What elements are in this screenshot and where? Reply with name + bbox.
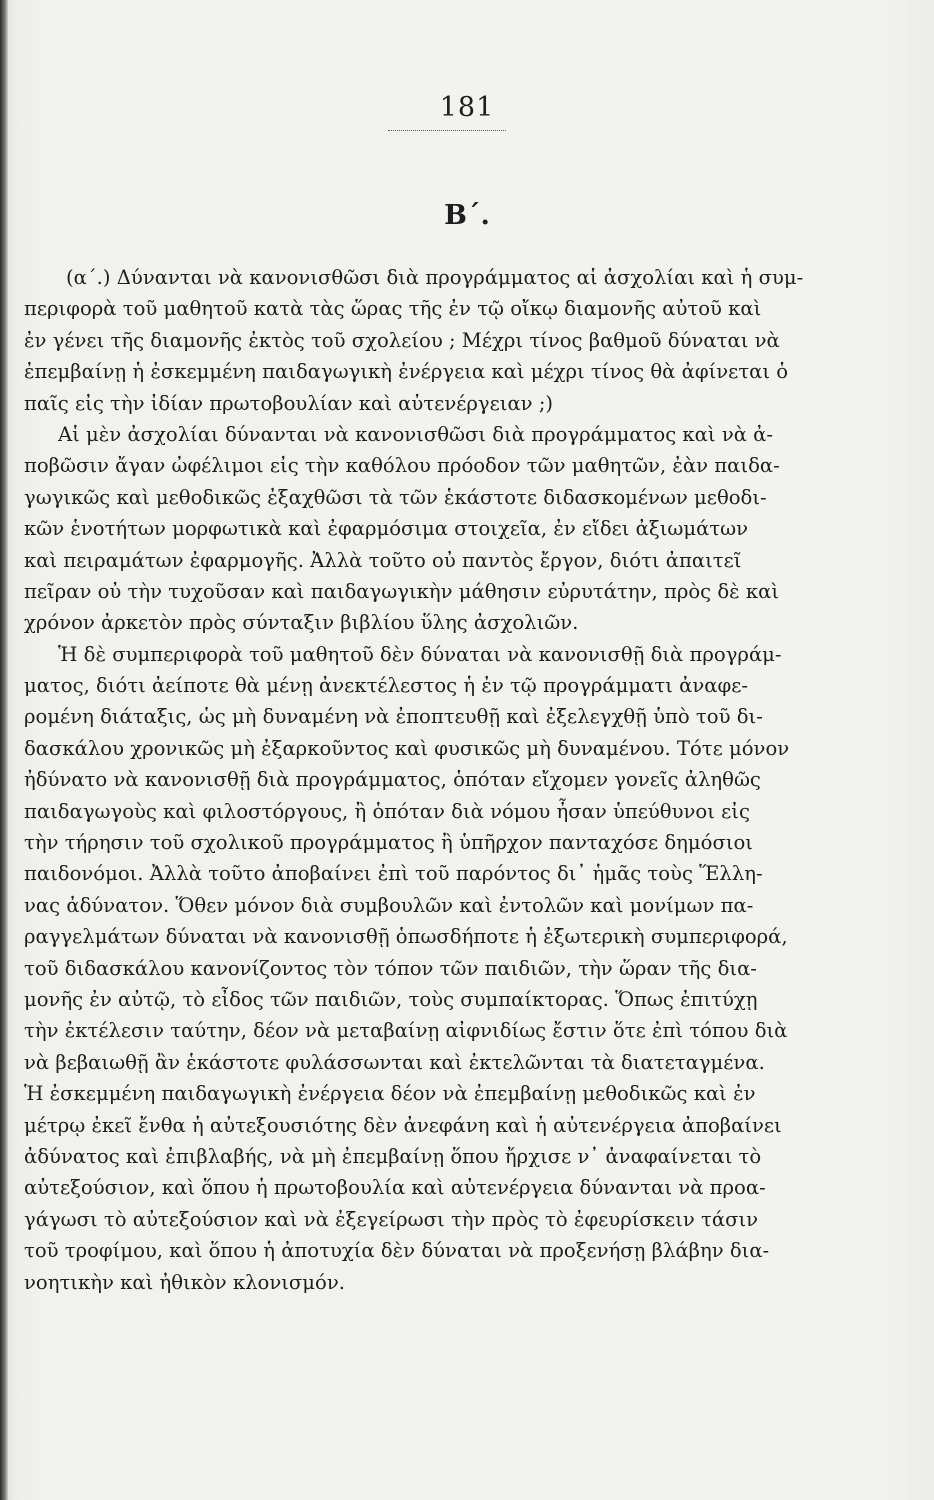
text-line: ραγγελμάτων δύναται νὰ κανονισθῇ ὁπωσδήποτε ἡ ἐξωτερικὴ συμπεριφορά, xyxy=(24,925,788,949)
paragraph xyxy=(24,639,844,1298)
text-line: Αἱ μὲν ἀσχολίαι δύνανται νὰ κανονισθῶσι διὰ προγράμματος καὶ νὰ ἀ- xyxy=(58,422,774,446)
text-line: γωγικῶς καὶ μεθοδικῶς ἐξαχθῶσι τὰ τῶν ἑκάστοτε διδασκομένων μεθοδι- xyxy=(24,485,767,509)
text-line: παῖς εἰς τὴν ἰδίαν πρωτοβουλίαν καὶ αὐτενέργειαν ;) xyxy=(24,391,554,415)
text-line: μονῆς ἐν αὐτῷ, τὸ εἶδος τῶν παιδιῶν, τοὺς συμπαίκτορας. Ὅπως ἐπιτύχῃ xyxy=(24,987,758,1011)
body-text xyxy=(24,262,844,1298)
text-line: χρόνον ἀρκετὸν πρὸς σύνταξιν βιβλίου ὕλης ἀσχολιῶν. xyxy=(24,611,579,635)
paragraph xyxy=(24,419,844,639)
page-number: 181 xyxy=(439,92,495,123)
text-line: ματος, διότι ἀείποτε θὰ μένῃ ἀνεκτέλεστος ἡ ἐν τῷ προγράμματι ἀναφε- xyxy=(24,674,748,698)
text-line: νὰ βεβαιωθῇ ἂν ἑκάστοτε φυλάσσωνται καὶ ἐκτελῶνται τὰ διατεταγμένα. xyxy=(24,1050,765,1074)
section-heading: Β΄. xyxy=(444,200,490,231)
text-line: ρομένη διάταξις, ὡς μὴ δυναμένη νὰ ἐποπτευθῇ καὶ ἐξελεγχθῇ ὑπὸ τοῦ δι- xyxy=(24,705,763,729)
text-line: τὴν τήρησιν τοῦ σχολικοῦ προγράμματος ἢ ὑπῆρχον πανταχόσε δημόσιοι xyxy=(24,831,753,855)
text-line: νοητικὴν καὶ ἠθικὸν κλονισμόν. xyxy=(24,1270,345,1294)
text-line: ἀδύνατος καὶ ἐπιβλαβής, νὰ μὴ ἐπεμβαίνῃ ὅπου ἤρχισε ν᾽ ἀναφαίνεται τὸ xyxy=(24,1144,762,1168)
header-rule xyxy=(388,130,506,131)
text-line: Ἡ ἐσκεμμένη παιδαγωγικὴ ἐνέργεια δέον νὰ ἐπεμβαίνῃ μεθοδικῶς καὶ ἐν xyxy=(24,1082,756,1106)
text-line: Ἡ δὲ συμπεριφορὰ τοῦ μαθητοῦ δὲν δύναται νὰ κανονισθῇ διὰ προγράμ- xyxy=(58,642,782,666)
text-line: ἐπεμβαίνῃ ἡ ἐσκεμμένη παιδαγωγικὴ ἐνέργεια καὶ μέχρι τίνος θὰ ἀφίνεται ὁ xyxy=(24,360,789,384)
text-line: γάγωσι τὸ αὐτεξούσιον καὶ νὰ ἐξεγείρωσι τὴν πρὸς τὸ ἐφευρίσκειν τάσιν xyxy=(24,1207,759,1231)
paragraph xyxy=(66,262,844,293)
text-line: νας ἀδύνατον. Ὅθεν μόνον διὰ συμβουλῶν καὶ ἐντολῶν καὶ μονίμων πα- xyxy=(24,893,754,917)
text-line: κῶν ἑνοτήτων μορφωτικὰ καὶ ἐφαρμόσιμα στοιχεῖα, ἐν εἴδει ἀξιωμάτων xyxy=(24,517,749,541)
text-line: καὶ πειραμάτων ἐφαρμογῆς. Ἀλλὰ τοῦτο οὐ παντὸς ἔργον, διότι ἀπαιτεῖ xyxy=(24,548,742,572)
text-line: τοῦ τροφίμου, καὶ ὅπου ἡ ἀποτυχία δὲν δύναται νὰ προξενήσῃ βλάβην δια- xyxy=(24,1239,770,1263)
text-line: παιδονόμοι. Ἀλλὰ τοῦτο ἀποβαίνει ἐπὶ τοῦ παρόντος δι᾽ ἡμᾶς τοὺς Ἕλλη- xyxy=(24,862,763,886)
text-line: ποβῶσιν ἄγαν ὠφέλιμοι εἰς τὴν καθόλου πρόοδον τῶν μαθητῶν, ἐὰν παιδα- xyxy=(24,454,780,478)
text-line: (α΄.) Δύνανται νὰ κανονισθῶσι διὰ προγράμματος αἱ ἀσχολίαι καὶ ἡ συμ- xyxy=(66,266,804,289)
text-line: αὐτεξούσιον, καὶ ὅπου ἡ πρωτοβουλία καὶ αὐτενέργεια δύνανται νὰ προα- xyxy=(24,1176,766,1200)
text-line: ἠδύνατο νὰ κανονισθῇ διὰ προγράμματος, ὁπόταν εἴχομεν γονεῖς ἀληθῶς xyxy=(24,768,761,792)
text-line: τοῦ διδασκάλου κανονίζοντος τὸν τόπον τῶν παιδιῶν, τὴν ὥραν τῆς δια- xyxy=(24,956,757,980)
text-line: ἐν γένει τῆς διαμονῆς ἐκτὸς τοῦ σχολείου ; Μέχρι τίνος βαθμοῦ δύναται νὰ xyxy=(24,328,780,352)
paragraph-continuation xyxy=(24,293,844,419)
text-line: πεῖραν οὐ τὴν τυχοῦσαν καὶ παιδαγωγικὴν μάθησιν εὐρυτάτην, πρὸς δὲ καὶ xyxy=(24,579,780,603)
text-line: παιδαγωγοὺς καὶ φιλοστόργους, ἢ ὁπόταν διὰ νόμου ἦσαν ὑπεύθυνοι εἰς xyxy=(24,799,750,823)
text-line: περιφορὰ τοῦ μαθητοῦ κατὰ τὰς ὥρας τῆς ἐν τῷ οἴκῳ διαμονῆς αὐτοῦ καὶ xyxy=(24,297,762,321)
text-line: τὴν ἐκτέλεσιν ταύτην, δέον νὰ μεταβαίνῃ αἰφνιδίως ἔστιν ὅτε ἐπὶ τόπου διὰ xyxy=(24,1019,788,1043)
text-line: δασκάλου χρονικῶς μὴ ἐξαρκοῦντος καὶ φυσικῶς μὴ δυναμένου. Τότε μόνον xyxy=(24,736,790,760)
text-line: μέτρῳ ἐκεῖ ἔνθα ἡ αὐτεξουσιότης δὲν ἀνεφάνη καὶ ἡ αὐτενέργεια ἀποβαίνει xyxy=(24,1113,782,1137)
